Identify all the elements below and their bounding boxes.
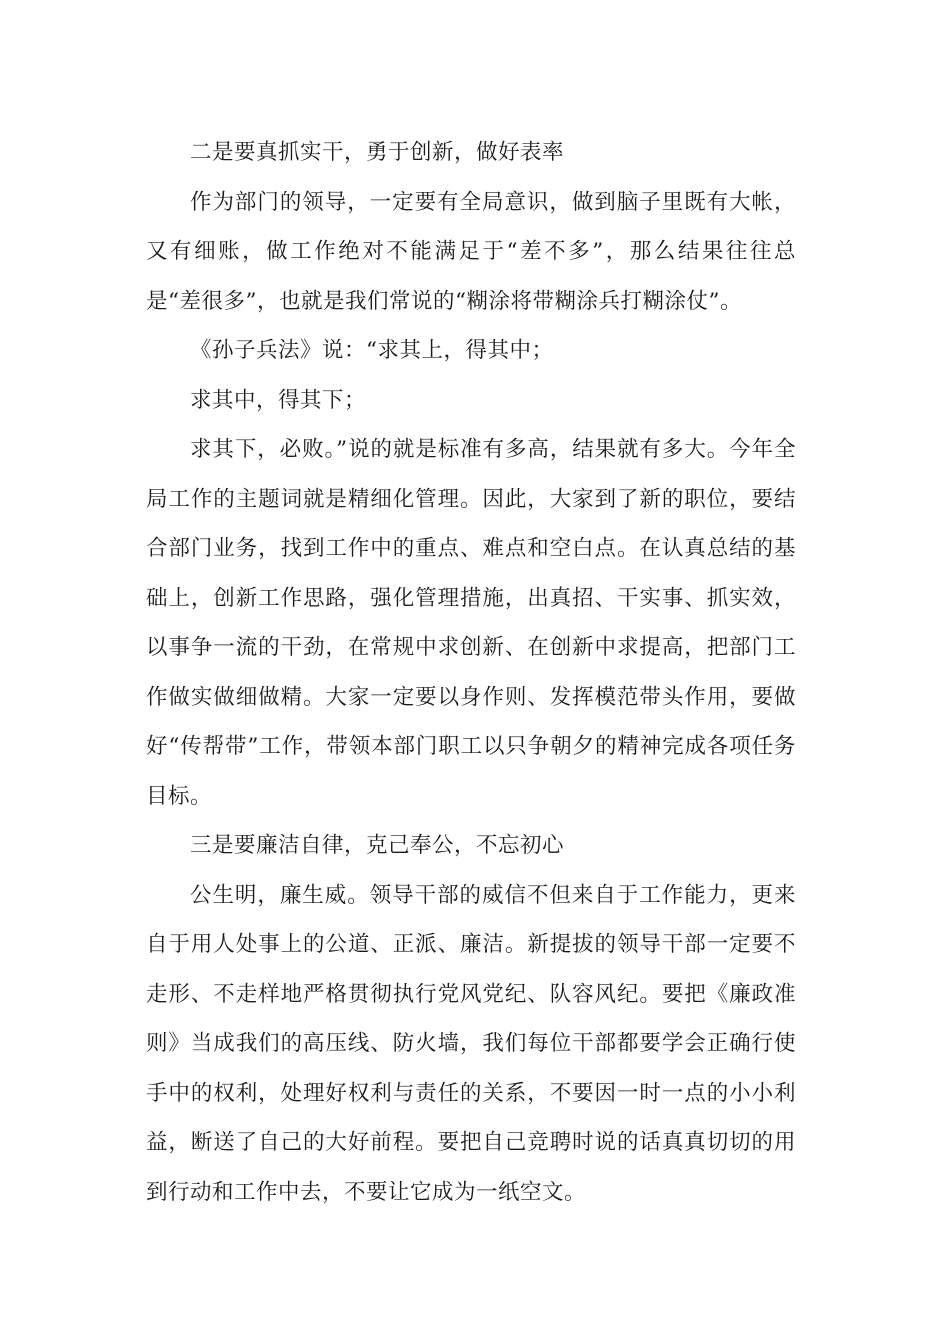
- quote-line: 《孙子兵法》说：“求其上，得其中；: [190, 338, 554, 363]
- quote-line: 求其中，得其下；: [190, 387, 367, 413]
- body-paragraph: 作为部门的领导，一定要有全局意识，做到脑子里既有大帐，又有细账，做工作绝对不能满足于“差不多”，那么结果往往总是“差很多”，也就是我们常说的“糊涂将带糊涂兵打糊涂仗”。: [146, 189, 796, 314]
- section-heading-3: 三是要廉洁自律，克己奉公，不忘初心: [190, 833, 565, 858]
- body-paragraph: 公生明，廉生威。领导干部的威信不但来自于工作能力，更来自于用人处事上的公道、正派、廉洁。新提拔的领导干部一定要不走形、不走样地严格贯彻执行党风党纪、队容风纪。要把《廉政准则》当成我们的高压线、防火墙，我们每位干部都要学会正确行使手中的权利，处理好权利与责任的关系，不要因一时一点的小小利益，断送了自己的大好前程。要把自己竞聘时说的话真真切切的用到行动和工作中去，不要让它成为一纸空文。: [146, 882, 796, 1205]
- section-heading-2: 二是要真抓实干，勇于创新，做好表率: [190, 140, 565, 165]
- body-paragraph: 求其下，必败。”说的就是标准有多高，结果就有多大。今年全局工作的主题词就是精细化管理。因此，大家到了新的职位，要结合部门业务，找到工作中的重点、难点和空白点。在认真总结的基础上，创新工作思路，强化管理措施，出真招、干实事、抓实效，以事争一流的干劲，在常规中求创新、在创新中求提高，把部门工作做实做细做精。大家一定要以身作则、发挥模范带头作用，要做好“传帮带”工作，带领本部门职工以只争朝夕的精神完成各项任务目标。: [146, 437, 796, 809]
- document-body: [146, 128, 796, 1217]
